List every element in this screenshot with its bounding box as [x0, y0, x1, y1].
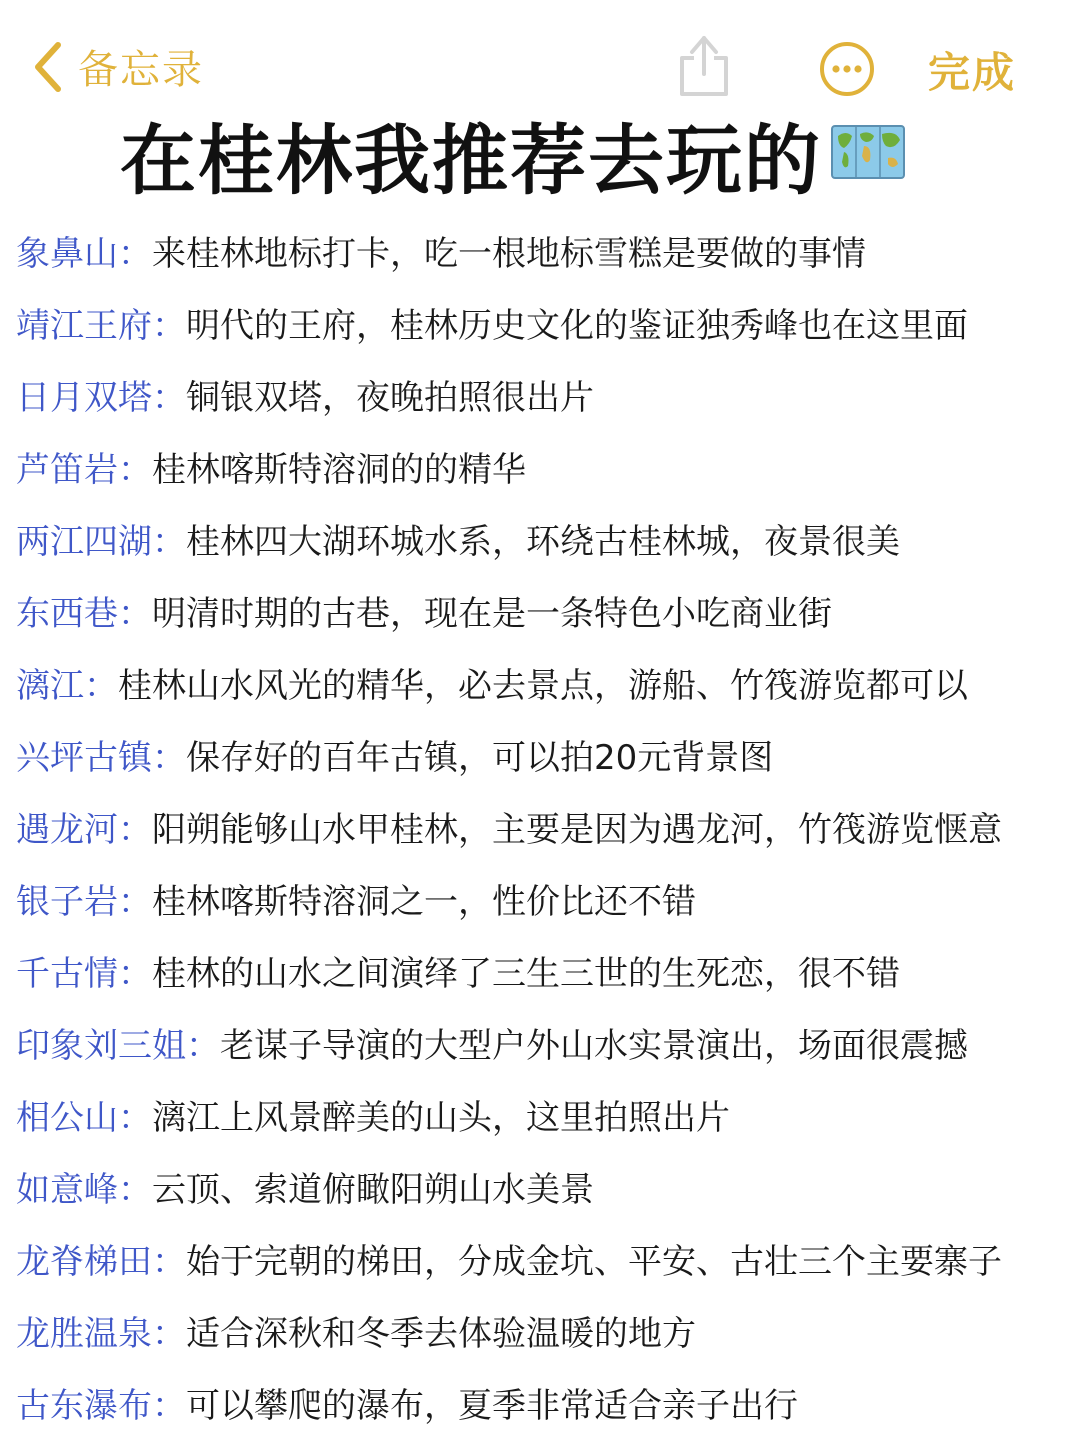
separator-colon: ： — [152, 377, 186, 418]
list-item — [16, 1078, 1066, 1150]
separator-colon: ： — [118, 233, 152, 274]
attraction-description: 桂林的山水之间演绎了三生三世的生死恋，很不错 — [152, 953, 900, 994]
attraction-name: 银子岩 — [16, 881, 118, 922]
separator-colon: ： — [152, 1385, 186, 1426]
attraction-description: 桂林喀斯特溶洞之一，性价比还不错 — [152, 881, 696, 922]
separator-colon: ： — [152, 521, 186, 562]
attraction-name: 印象刘三姐 — [16, 1025, 186, 1066]
share-button[interactable] — [676, 32, 732, 102]
attraction-name: 相公山 — [16, 1097, 118, 1138]
list-item — [16, 862, 1066, 934]
attraction-name: 千古情 — [16, 953, 118, 994]
separator-colon: ： — [152, 737, 186, 778]
attraction-name: 古东瀑布 — [16, 1385, 152, 1426]
separator-colon: ： — [84, 665, 118, 706]
attraction-name: 日月双塔 — [16, 377, 152, 418]
separator-colon: ： — [152, 1313, 186, 1354]
separator-colon: ： — [152, 1241, 186, 1282]
list-item — [16, 790, 1066, 862]
note-title-text: 在桂林我推荐去玩的 — [120, 115, 822, 205]
attraction-description: 云顶、索道俯瞰阳朔山水美景 — [152, 1169, 594, 1210]
separator-colon: ： — [118, 1097, 152, 1138]
list-item — [16, 1006, 1066, 1078]
attraction-description: 可以攀爬的瀑布，夏季非常适合亲子出行 — [186, 1385, 798, 1426]
attraction-description: 来桂林地标打卡，吃一根地标雪糕是要做的事情 — [152, 233, 866, 274]
more-options-button[interactable] — [818, 40, 876, 102]
attraction-name: 两江四湖 — [16, 521, 152, 562]
attraction-description: 阳朔能够山水甲桂林，主要是因为遇龙河，竹筏游览惬意 — [152, 809, 1002, 850]
attraction-description: 适合深秋和冬季去体验温暖的地方 — [186, 1313, 696, 1354]
attraction-name: 遇龙河 — [16, 809, 118, 850]
attraction-description: 保存好的百年古镇，可以拍20元背景图 — [186, 737, 774, 778]
list-item — [16, 1294, 1066, 1366]
done-button[interactable]: 完成 — [928, 48, 1017, 97]
note-list — [16, 214, 1066, 1438]
list-item — [16, 430, 1066, 502]
chevron-left-icon — [32, 41, 64, 93]
more-icon — [818, 83, 876, 102]
note-title — [120, 106, 1020, 205]
attraction-name: 龙脊梯田 — [16, 1241, 152, 1282]
list-item — [16, 574, 1066, 646]
attraction-name: 龙胜温泉 — [16, 1313, 152, 1354]
separator-colon: ： — [118, 449, 152, 490]
list-item — [16, 934, 1066, 1006]
separator-colon: ： — [118, 1169, 152, 1210]
separator-colon: ： — [118, 881, 152, 922]
attraction-name: 靖江王府 — [16, 305, 152, 346]
attraction-description: 铜银双塔，夜晚拍照很出片 — [186, 377, 594, 418]
attraction-description: 桂林山水风光的精华，必去景点，游船、竹筏游览都可以 — [118, 665, 968, 706]
attraction-description: 明代的王府，桂林历史文化的鉴证独秀峰也在这里面 — [186, 305, 968, 346]
world-map-icon — [830, 120, 906, 188]
attraction-description: 桂林四大湖环城水系，环绕古桂林城，夜景很美 — [186, 521, 900, 562]
attraction-name: 兴坪古镇 — [16, 737, 152, 778]
list-item — [16, 358, 1066, 430]
attraction-description: 老谋子导演的大型户外山水实景演出，场面很震撼 — [220, 1025, 968, 1066]
attraction-description: 始于完朝的梯田，分成金坑、平安、古壮三个主要寨子 — [186, 1241, 1002, 1282]
back-button[interactable] — [32, 38, 204, 95]
attraction-description: 漓江上风景醉美的山头，这里拍照出片 — [152, 1097, 730, 1138]
list-item — [16, 718, 1066, 790]
attraction-name: 象鼻山 — [16, 233, 118, 274]
list-item — [16, 1366, 1066, 1438]
attraction-name: 如意峰 — [16, 1169, 118, 1210]
list-item — [16, 502, 1066, 574]
separator-colon: ： — [118, 953, 152, 994]
separator-colon: ： — [152, 305, 186, 346]
navigation-bar — [0, 0, 1080, 110]
attraction-name: 漓江 — [16, 665, 84, 706]
list-item — [16, 646, 1066, 718]
attraction-name: 芦笛岩 — [16, 449, 118, 490]
list-item — [16, 214, 1066, 286]
list-item — [16, 1150, 1066, 1222]
separator-colon: ： — [118, 809, 152, 850]
list-item — [16, 286, 1066, 358]
separator-colon: ： — [118, 593, 152, 634]
list-item — [16, 1222, 1066, 1294]
back-label: 备忘录 — [78, 47, 204, 93]
attraction-description: 明清时期的古巷，现在是一条特色小吃商业街 — [152, 593, 832, 634]
attraction-name: 东西巷 — [16, 593, 118, 634]
separator-colon: ： — [186, 1025, 220, 1066]
attraction-description: 桂林喀斯特溶洞的的精华 — [152, 449, 526, 490]
